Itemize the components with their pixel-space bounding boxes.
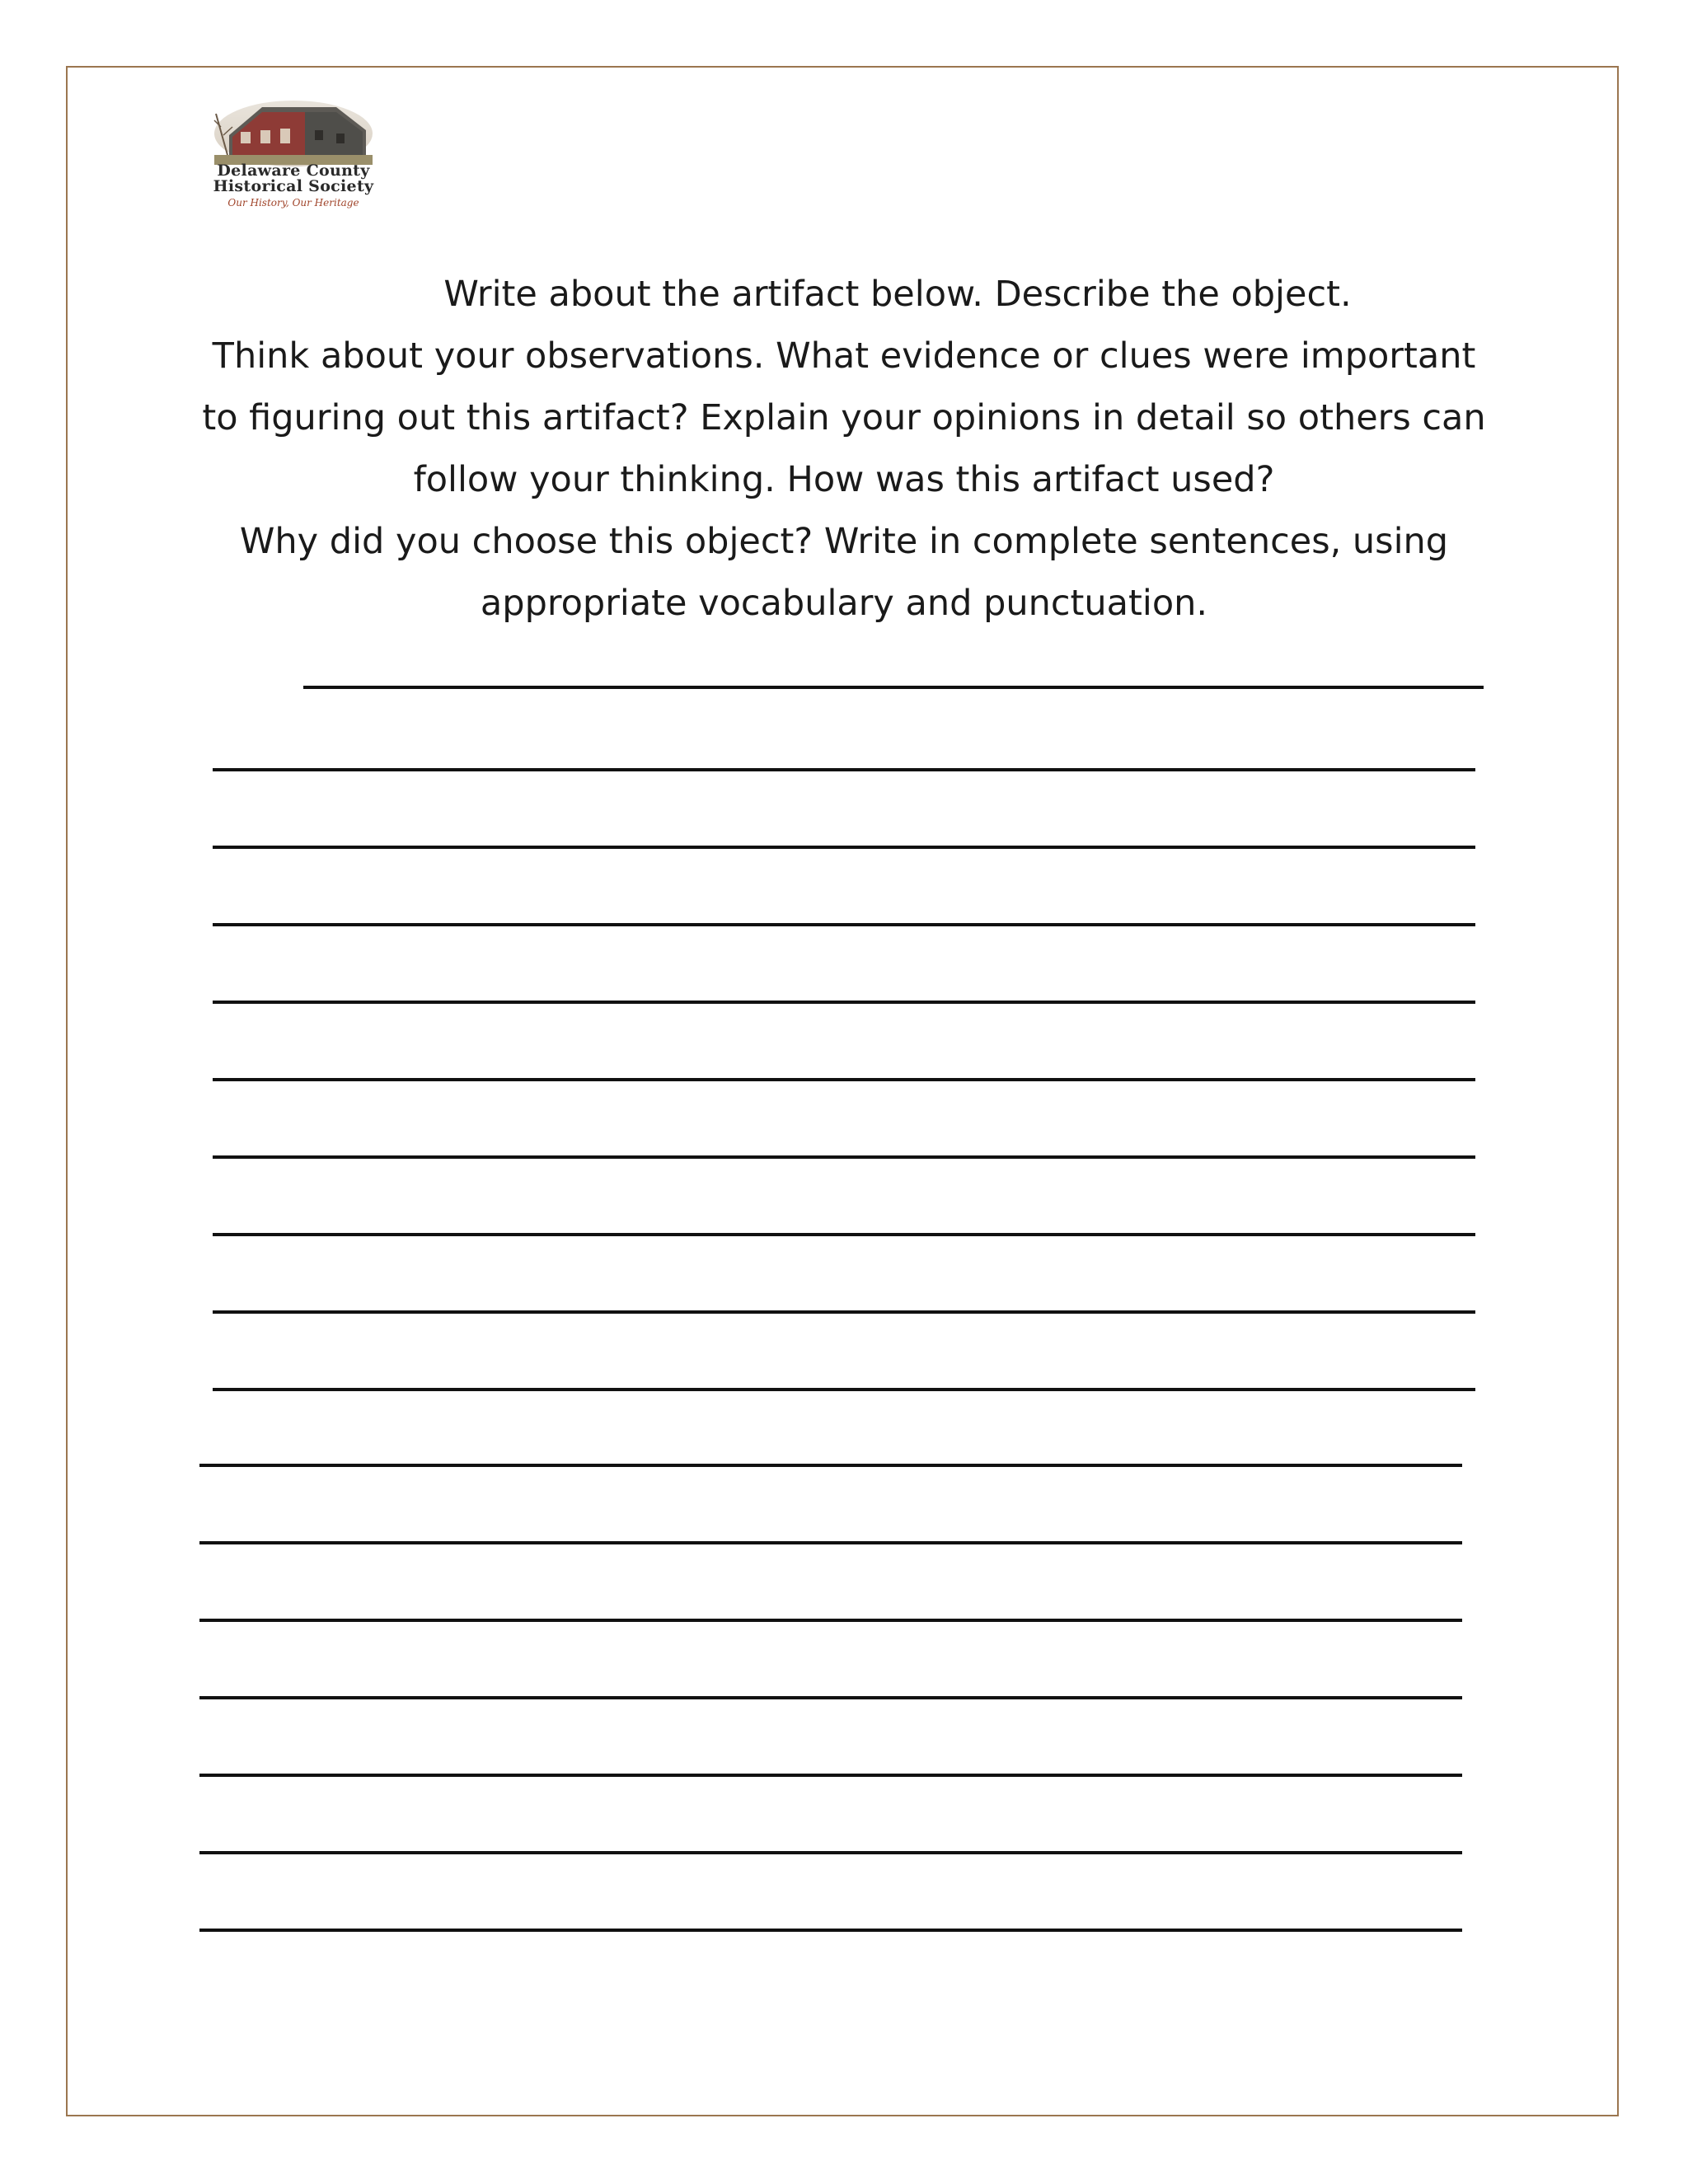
writing-line <box>199 1851 1462 1854</box>
instruction-line: to figuring out this artifact? Explain your opinions in detail so others can <box>202 397 1486 438</box>
writing-line <box>213 1310 1475 1314</box>
writing-line <box>199 1464 1462 1467</box>
writing-line <box>199 1774 1462 1777</box>
writing-line <box>199 1929 1462 1932</box>
writing-line <box>199 1696 1462 1699</box>
writing-line <box>213 1001 1475 1004</box>
instruction-line: appropriate vocabulary and punctuation. <box>480 583 1208 624</box>
writing-line <box>213 1155 1475 1159</box>
instruction-line: Why did you choose this object? Write in complete sentences, using <box>239 521 1449 562</box>
writing-line <box>199 1619 1462 1622</box>
writing-line <box>213 1078 1475 1081</box>
writing-line <box>213 923 1475 926</box>
logo-tagline: Our History, Our Heritage <box>227 197 359 209</box>
instructions <box>165 264 1523 635</box>
logo-name-line-2: Historical Society <box>213 177 374 195</box>
writing-line <box>303 686 1484 689</box>
writing-line <box>213 1388 1475 1391</box>
logo-name-line-1: Delaware County <box>217 162 370 180</box>
writing-line <box>213 846 1475 849</box>
writing-line <box>199 1541 1462 1544</box>
instruction-line: follow your thinking. How was this artifact used? <box>413 459 1275 500</box>
barn-icon <box>213 97 374 166</box>
writing-line <box>213 1233 1475 1236</box>
historical-society-logo <box>206 97 381 213</box>
writing-line <box>213 768 1475 771</box>
instruction-line: Think about your observations. What evidence or clues were important <box>212 335 1476 377</box>
instruction-line: Write about the artifact below. Describe the object. <box>443 274 1352 315</box>
